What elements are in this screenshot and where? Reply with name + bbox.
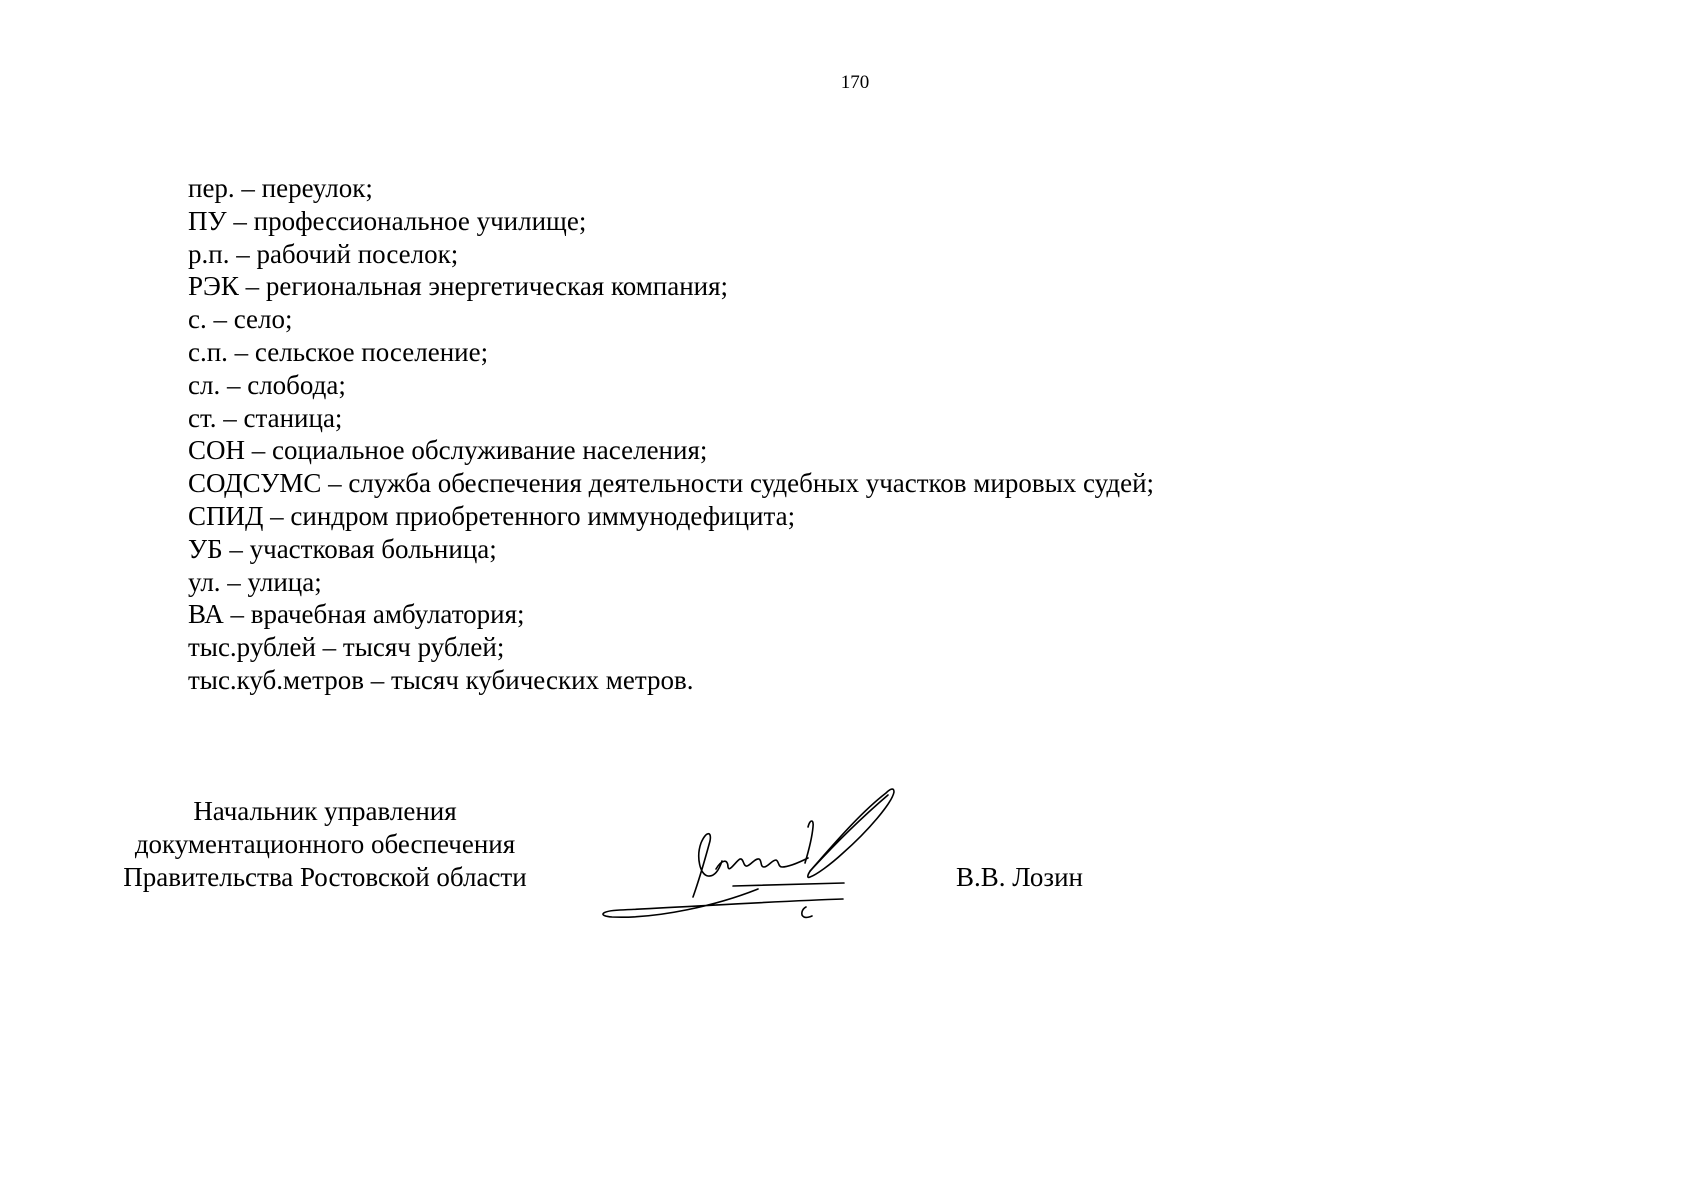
signer-name: В.В. Лозин bbox=[956, 862, 1083, 892]
signatory-position-line: документационного обеспечения bbox=[134, 828, 516, 859]
abbreviation-item: РЭК – региональная энергетическая компания; bbox=[188, 271, 729, 302]
abbreviation-item: тыс.куб.метров – тысяч кубических метров. bbox=[188, 664, 694, 695]
abbreviation-item: СОДСУМС – служба обеспечения деятельности судебных участков мировых судей; bbox=[188, 468, 1155, 499]
abbreviation-item: пер. – переулок; bbox=[188, 173, 373, 203]
abbreviation-item: СПИД – синдром приобретенного иммунодефицита; bbox=[188, 500, 796, 531]
signatory-position-line: Начальник управления bbox=[193, 796, 457, 826]
abbreviation-item: ст. – станица; bbox=[188, 402, 343, 433]
signatory-position-line: Правительства Ростовской области bbox=[123, 861, 527, 892]
abbreviation-item: ПУ – профессиональное училище; bbox=[188, 205, 587, 236]
abbreviation-item: УБ – участковая больница; bbox=[188, 533, 497, 564]
abbreviation-item: р.п. – рабочий поселок; bbox=[188, 238, 459, 269]
abbreviations-list bbox=[188, 172, 1154, 697]
abbreviation-item: ул. – улица; bbox=[188, 566, 322, 597]
abbreviation-item: с.п. – сельское поселение; bbox=[188, 336, 489, 367]
abbreviation-item: СОН – социальное обслуживание населения; bbox=[188, 435, 708, 466]
handwritten-signature bbox=[598, 783, 928, 923]
abbreviation-item: ВА – врачебная амбулатория; bbox=[188, 599, 525, 630]
abbreviation-item: с. – село; bbox=[188, 304, 293, 335]
page-number: 170 bbox=[840, 72, 870, 93]
abbreviation-item: сл. – слобода; bbox=[188, 369, 346, 400]
signatory-position bbox=[100, 795, 550, 893]
abbreviation-item: тыс.рублей – тысяч рублей; bbox=[188, 632, 505, 663]
